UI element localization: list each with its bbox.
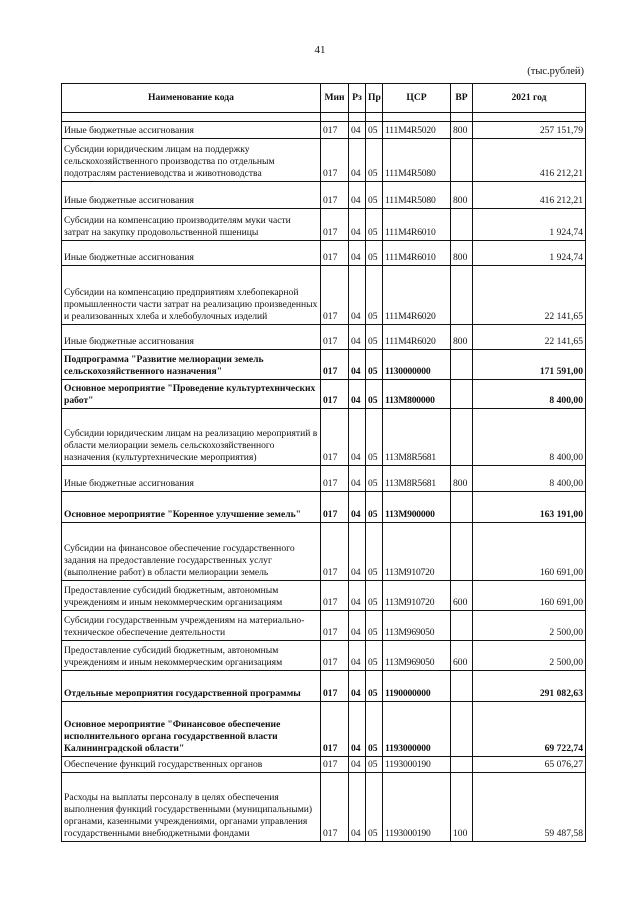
cell-min: 017 [321, 139, 349, 182]
table-row [62, 122, 586, 139]
table-row [62, 581, 586, 611]
cell-min: 017 [321, 409, 349, 466]
header-name: Наименование кода [62, 84, 321, 113]
table-row [62, 523, 586, 581]
table-row [62, 757, 586, 773]
cell-csr: 1130000000 [383, 350, 451, 380]
cell-pr: 05 [366, 241, 383, 266]
cell-csr: 111M4R6020 [383, 266, 451, 325]
cell-vr [451, 139, 473, 182]
cell-amount: 416 212,21 [473, 182, 586, 209]
cell-rz: 04 [349, 641, 366, 671]
table-row [62, 325, 586, 350]
cell-rz: 04 [349, 139, 366, 182]
cell-pr: 05 [366, 671, 383, 702]
cell-rz: 04 [349, 671, 366, 702]
cell-pr: 05 [366, 325, 383, 350]
table-row [62, 209, 586, 241]
cell-rz: 04 [349, 209, 366, 241]
page-number: 41 [314, 44, 326, 56]
table-row [62, 702, 586, 757]
cell-min: 017 [321, 492, 349, 523]
cell-amount: 59 487,58 [473, 773, 586, 842]
cell-csr: 111M4R5080 [383, 139, 451, 182]
cell-name: Иные бюджетные ассигнования [62, 325, 321, 350]
table-row [62, 409, 586, 466]
cell-amount: 163 191,00 [473, 492, 586, 523]
cell-amount: 8 400,00 [473, 380, 586, 409]
cell-csr: 113M800000 [383, 380, 451, 409]
cell-rz: 04 [349, 266, 366, 325]
cell-csr: 113M969050 [383, 641, 451, 671]
cell-csr: 111M4R6020 [383, 325, 451, 350]
table-row [62, 611, 586, 641]
cell-min: 017 [321, 773, 349, 842]
cell-vr: 100 [451, 773, 473, 842]
cell-vr: 800 [451, 241, 473, 266]
cell-min: 017 [321, 241, 349, 266]
cell-csr: 111M4R6010 [383, 209, 451, 241]
cell-amount: 1 924,74 [473, 241, 586, 266]
cell-name: Иные бюджетные ассигнования [62, 182, 321, 209]
cell-csr: 113M969050 [383, 611, 451, 641]
cell-name: Отдельные мероприятия государственной программы [62, 671, 321, 702]
table-row [62, 139, 586, 182]
cell-min: 017 [321, 671, 349, 702]
cell-rz: 04 [349, 757, 366, 773]
cell-rz: 04 [349, 325, 366, 350]
spacer-cell [349, 113, 366, 122]
cell-name: Расходы на выплаты персоналу в целях обеспечения выполнения функций государственными (муниципальными) органами, казенными учреждениями, органами управления государственными внебюджетными фондами [62, 773, 321, 842]
cell-amount: 416 212,21 [473, 139, 586, 182]
spacer-cell [473, 113, 586, 122]
cell-vr: 800 [451, 466, 473, 492]
cell-rz: 04 [349, 380, 366, 409]
table-row [62, 492, 586, 523]
cell-vr [451, 409, 473, 466]
cell-min: 017 [321, 702, 349, 757]
cell-name: Предоставление субсидий бюджетным, автономным учреждениям и иным некоммерческим организациям [62, 581, 321, 611]
table-row [62, 241, 586, 266]
cell-rz: 04 [349, 122, 366, 139]
cell-vr [451, 380, 473, 409]
cell-amount: 69 722,74 [473, 702, 586, 757]
spacer-row [62, 113, 586, 122]
table-body [62, 113, 586, 842]
cell-rz: 04 [349, 523, 366, 581]
unit-note: (тыс.рублей) [527, 66, 584, 77]
cell-pr: 05 [366, 641, 383, 671]
cell-name: Субсидии юридическим лицам на поддержку сельскохозяйственного производства по отдельным подотраслям растениеводства и животноводства [62, 139, 321, 182]
table-row [62, 266, 586, 325]
cell-vr [451, 611, 473, 641]
cell-name: Предоставление субсидий бюджетным, автономным учреждениям и иным некоммерческим организациям [62, 641, 321, 671]
table-row [62, 773, 586, 842]
cell-csr: 113M8R5681 [383, 409, 451, 466]
spacer-cell [383, 113, 451, 122]
cell-rz: 04 [349, 492, 366, 523]
cell-amount: 22 141,65 [473, 266, 586, 325]
cell-pr: 05 [366, 611, 383, 641]
cell-pr: 05 [366, 122, 383, 139]
cell-min: 017 [321, 380, 349, 409]
cell-min: 017 [321, 523, 349, 581]
cell-name: Иные бюджетные ассигнования [62, 122, 321, 139]
cell-csr: 113M910720 [383, 581, 451, 611]
cell-vr [451, 757, 473, 773]
header-csr: ЦСР [383, 84, 451, 113]
cell-vr: 800 [451, 325, 473, 350]
cell-vr [451, 523, 473, 581]
cell-vr: 800 [451, 122, 473, 139]
cell-name: Основное мероприятие "Проведение культуртехнических работ" [62, 380, 321, 409]
table-row [62, 350, 586, 380]
cell-pr: 05 [366, 466, 383, 492]
cell-rz: 04 [349, 611, 366, 641]
cell-csr: 1190000000 [383, 671, 451, 702]
cell-name: Субсидии юридическим лицам на реализацию мероприятий в области мелиорации земель сельскохозяйственного назначения (культуртехнические мероприятия) [62, 409, 321, 466]
cell-rz: 04 [349, 409, 366, 466]
cell-amount: 8 400,00 [473, 409, 586, 466]
cell-amount: 291 082,63 [473, 671, 586, 702]
cell-rz: 04 [349, 581, 366, 611]
cell-rz: 04 [349, 773, 366, 842]
cell-vr [451, 209, 473, 241]
cell-name: Основное мероприятие "Коренное улучшение земель" [62, 492, 321, 523]
cell-rz: 04 [349, 241, 366, 266]
cell-vr [451, 492, 473, 523]
table-row [62, 466, 586, 492]
header-rz: Рз [349, 84, 366, 113]
cell-min: 017 [321, 182, 349, 209]
cell-csr: 113M910720 [383, 523, 451, 581]
cell-pr: 05 [366, 350, 383, 380]
cell-vr: 600 [451, 641, 473, 671]
cell-amount: 8 400,00 [473, 466, 586, 492]
cell-pr: 05 [366, 581, 383, 611]
cell-name: Субсидии на компенсацию предприятиям хлебопекарной промышленности части затрат на реализацию произведенных и реализованных хлеба и хлебобулочных изделий [62, 266, 321, 325]
cell-pr: 05 [366, 409, 383, 466]
cell-amount: 22 141,65 [473, 325, 586, 350]
cell-min: 017 [321, 209, 349, 241]
cell-vr: 800 [451, 182, 473, 209]
cell-csr: 111M4R5080 [383, 182, 451, 209]
cell-min: 017 [321, 581, 349, 611]
cell-min: 017 [321, 641, 349, 671]
cell-csr: 113M900000 [383, 492, 451, 523]
cell-amount: 257 151,79 [473, 122, 586, 139]
cell-csr: 111M4R6010 [383, 241, 451, 266]
cell-pr: 05 [366, 380, 383, 409]
cell-vr: 600 [451, 581, 473, 611]
cell-pr: 05 [366, 523, 383, 581]
cell-name: Обеспечение функций государственных органов [62, 757, 321, 773]
cell-pr: 05 [366, 139, 383, 182]
cell-amount: 160 691,00 [473, 523, 586, 581]
cell-min: 017 [321, 266, 349, 325]
table-row [62, 671, 586, 702]
cell-rz: 04 [349, 466, 366, 492]
cell-vr [451, 671, 473, 702]
cell-pr: 05 [366, 182, 383, 209]
cell-min: 017 [321, 757, 349, 773]
cell-name: Иные бюджетные ассигнования [62, 466, 321, 492]
cell-min: 017 [321, 611, 349, 641]
header-vr: ВР [451, 84, 473, 113]
table-row [62, 182, 586, 209]
cell-amount: 65 076,27 [473, 757, 586, 773]
cell-name: Основное мероприятие "Финансовое обеспечение исполнительного органа государственной власти Калининградской области" [62, 702, 321, 757]
cell-pr: 05 [366, 773, 383, 842]
cell-pr: 05 [366, 492, 383, 523]
cell-amount: 2 500,00 [473, 611, 586, 641]
cell-csr: 1193000190 [383, 773, 451, 842]
cell-name: Субсидии государственным учреждениям на материально-техническое обеспечение деятельности [62, 611, 321, 641]
cell-amount: 171 591,00 [473, 350, 586, 380]
cell-amount: 1 924,74 [473, 209, 586, 241]
spacer-cell [451, 113, 473, 122]
cell-vr [451, 350, 473, 380]
cell-name: Подпрограмма "Развитие мелиорации земель сельскохозяйственного назначения" [62, 350, 321, 380]
cell-pr: 05 [366, 209, 383, 241]
header-amount: 2021 год [473, 84, 586, 113]
cell-csr: 1193000190 [383, 757, 451, 773]
spacer-cell [321, 113, 349, 122]
cell-pr: 05 [366, 266, 383, 325]
cell-pr: 05 [366, 702, 383, 757]
cell-name: Субсидии на финансовое обеспечение государственного задания на предоставление государственных услуг (выполнение работ) в области мелиорации земель [62, 523, 321, 581]
table-header-row [62, 84, 586, 113]
cell-rz: 04 [349, 182, 366, 209]
budget-table [61, 83, 586, 842]
table-row [62, 641, 586, 671]
cell-min: 017 [321, 122, 349, 139]
cell-vr [451, 702, 473, 757]
cell-pr: 05 [366, 757, 383, 773]
header-min: Мин [321, 84, 349, 113]
cell-rz: 04 [349, 350, 366, 380]
cell-vr [451, 266, 473, 325]
spacer-cell [62, 113, 321, 122]
header-pr: Пр [366, 84, 383, 113]
cell-rz: 04 [349, 702, 366, 757]
cell-min: 017 [321, 325, 349, 350]
cell-min: 017 [321, 350, 349, 380]
cell-csr: 113M8R5681 [383, 466, 451, 492]
spacer-cell [366, 113, 383, 122]
cell-amount: 2 500,00 [473, 641, 586, 671]
cell-csr: 111M4R5020 [383, 122, 451, 139]
cell-amount: 160 691,00 [473, 581, 586, 611]
cell-name: Субсидии на компенсацию производителям муки части затрат на закупку продовольственной пшеницы [62, 209, 321, 241]
table-row [62, 380, 586, 409]
cell-name: Иные бюджетные ассигнования [62, 241, 321, 266]
cell-csr: 1193000000 [383, 702, 451, 757]
cell-min: 017 [321, 466, 349, 492]
